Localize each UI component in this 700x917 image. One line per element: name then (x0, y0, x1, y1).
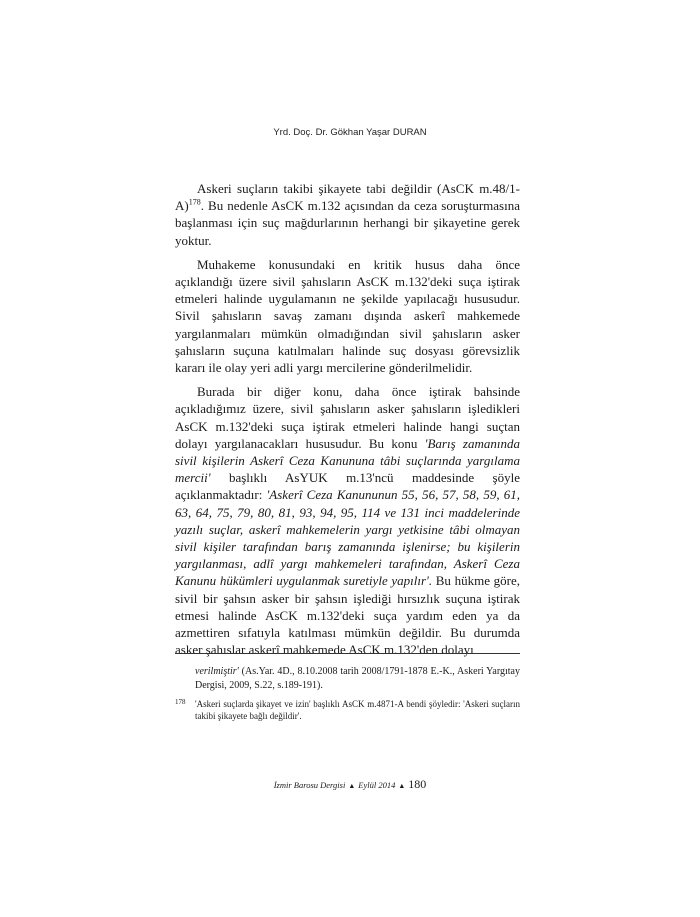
footnote-178 (175, 698, 520, 722)
footnotes (175, 665, 520, 722)
paragraph-2: Muhakeme konusundaki en kritik husus daha önce açıklandığı üzere sivil şahısların AsCK m.132'deki suça iştirak etmeleri halinde uygulamanın ne şekilde yapılacağı hususudur. Sivil şahısların savaş zamanı dışında askerî mahkemede yargılanmaları mümkün olmadığından sivil şahısların asker şahısların suçuna katılmaları halinde suç dosyası görevsizlik kararı ile olay yeri adli yargı mercilerine gönderilmelidir. (175, 256, 520, 376)
footnote-continuation-italic: verilmiştir' (195, 666, 239, 677)
paragraph-1-text-a: Askeri suçların takibi şikayete tabi değildir (AsCK m.48/1-A) (175, 181, 520, 214)
paragraph-3-quote-article: 'Askerî Ceza Kanununun 55, 56, 57, 58, 59, 61, 63, 64, 75, 79, 80, 81, 93, 94, 95, 114 ve 131 inci maddelerinde yazılı suçlar, askerî mahkemelerin yargı yetkisine tâbi olmayan sivil kişiler tarafından barış zamanında işlenirse; bu kişilerin yargılanması, adlî yargı mahkemeleri tarafından, Askerî Ceza Kanunu hükümleri uygulanmak suretiyle yapılır'. (175, 487, 520, 589)
paragraph-3 (175, 383, 520, 658)
footer-date: Eylül 2014 (358, 780, 396, 790)
header-author: Yrd. Doç. Dr. Gökhan Yaşar DURAN (273, 127, 427, 138)
paragraph-1-text-b: . Bu nedenle AsCK m.132 açısından da ceza soruşturmasına başlanması için suç mağdurlarının herhangi bir şikayetine gerek yoktur. (175, 198, 520, 248)
footnote-divider (175, 653, 520, 654)
footnote-ref-178[interactable]: 178 (188, 197, 201, 207)
footnote-178-number: 178 (175, 698, 186, 706)
paragraph-3-quote-title: 'Barış zamanında sivil kişilerin Askerî Ceza Kanununa tâbi suçlarında yargılama mercii' (175, 435, 520, 486)
footer-separator-1: ▲ (348, 782, 356, 790)
paragraph-3-text-e: Bu hükme göre, sivil bir şahsın asker bir şahsın işlediği hırsızlık suçuna iştirak etmesi halinde AsCK m.132'deki suça yardım eden ya da azmettiren sıfatıyla katılması mümkün değildir. Bu durumda asker şahıslar askerî mahkemede AsCK m.132'den dolayı (175, 573, 520, 658)
footnote-178-text: 'Askeri suçlarda şikayet ve izin' başlıklı AsCK m.4871-A bendi şöyledir: 'Askeri suçların takibi şikayete bağlı değildir'. (195, 699, 520, 721)
running-header (0, 127, 700, 138)
paragraph-3-text-c: başlıklı AsYUK m.13'ncü maddesinde şöyle açıklanmaktadır: (175, 470, 520, 503)
footnote-continuation (175, 665, 520, 692)
page-footer (0, 777, 700, 792)
paragraph-1 (175, 180, 520, 249)
main-text (175, 180, 520, 665)
page-number: 180 (408, 777, 427, 791)
footer-separator-2: ▲ (398, 782, 406, 790)
footer-journal: İzmir Barosu Dergisi (273, 780, 346, 790)
footnote-continuation-text: (As.Yar. 4D., 8.10.2008 tarih 2008/1791-1878 E.-K., Askeri Yargıtay Dergisi, 2009, S.22, s.189-191). (195, 666, 520, 691)
paragraph-3-text-a: Burada bir diğer konu, daha önce iştirak bahsinde açıkladığımız üzere, sivil şahısların asker şahısların işledikleri AsCK m.132'deki suça iştirak etmeleri halinde hangi suçtan dolayı yargılanacakları hususudur. Bu konu (175, 384, 520, 451)
